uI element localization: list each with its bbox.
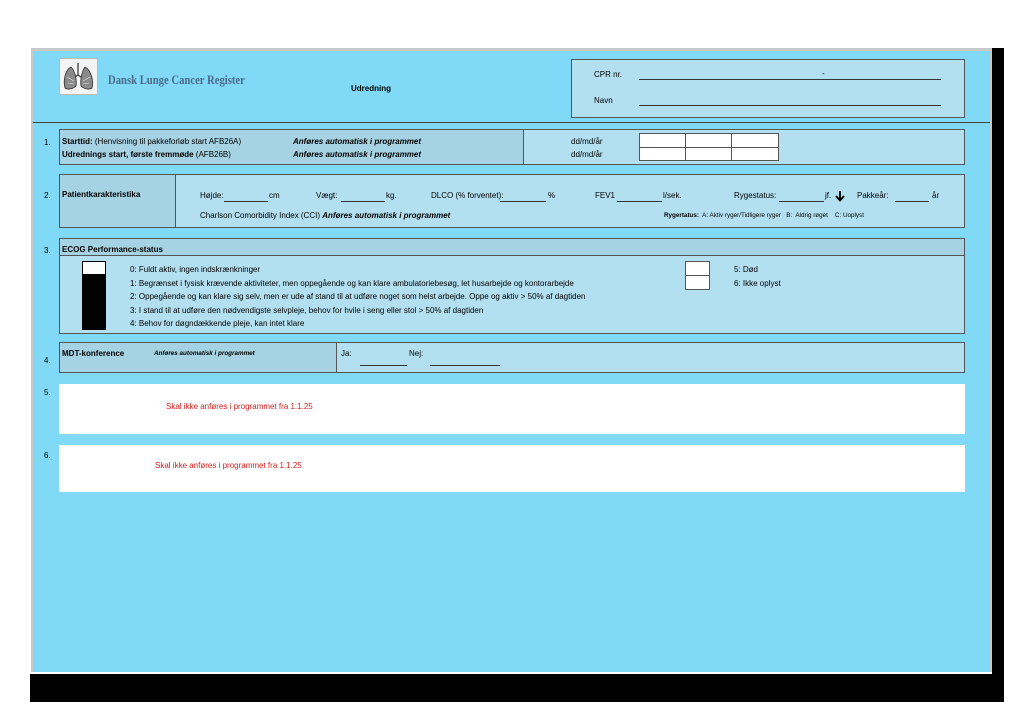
arrow-down-icon [835,189,845,207]
mdt-nej-label: Nej: [409,349,424,358]
navn-field[interactable] [639,105,941,106]
section3-title-bar [59,238,965,256]
starttid-auto-note: Anføres automatisk i programmet [293,137,422,146]
fev1-field[interactable] [617,201,662,202]
date1-year-cell[interactable] [731,133,779,148]
mdt-auto-note: Anføres automatisk i programmet [154,350,255,357]
ecog-level-0: 0: Fuldt aktiv, ingen indskrænkninger [130,265,261,274]
ecog-extra-5: 5: Død [734,265,759,274]
date1-month-cell[interactable] [685,133,732,148]
header-rule [33,122,990,123]
form-title: Udredning [351,84,391,93]
date1-format: dd/md/år [571,137,603,146]
section2-label-panel [59,174,176,228]
lungs-logo-icon [59,58,98,95]
ecog-level-empty [83,262,105,275]
dlco-label: DLCO (% forventet): [431,191,504,200]
section2-number: 2. [44,191,51,200]
cpr-label: CPR nr. [594,70,623,79]
hojde-field[interactable] [224,201,268,202]
section4-number: 4. [44,356,51,365]
section3-number: 3. [44,246,51,255]
ecog-level-2: 2: Oppegående og kan klare sig selv, men er ude af stand til at udføre noget som helst arbejde. Oppe og aktiv > 50% af dagtiden [130,292,586,301]
cm-unit: cm [269,191,280,200]
pct-unit: % [548,191,556,200]
vaegt-field[interactable] [341,201,385,202]
cpr-field[interactable] [639,79,941,80]
pakkeaar-label: Pakkeår: [857,191,889,200]
mdt-ja-field[interactable] [360,365,407,366]
patient-id-box [571,59,965,118]
cci-label: Charlson Comorbidity Index (CCI) Anføres automatisk i programmet [200,211,451,220]
page-shadow-bottom [30,674,1004,702]
patientkarakteristika-title: Patientkarakteristika [62,190,141,199]
hojde-label: Højde: [200,191,224,200]
kg-unit: kg. [386,191,397,200]
rygestatus-field[interactable] [779,201,824,202]
rygestatus-label: Rygestatus: [734,191,777,200]
cpr-dash: - [822,69,825,78]
udrednings-start-label: Udrednings start, første fremmøde (AFB26B) [62,150,231,159]
rygertatus-legend: Rygertatus: A: Aktiv ryger/Tidligere ryger B: Aldrig røget C: Uoplyst [664,212,864,219]
date2-day-cell[interactable] [639,147,686,161]
date1-day-cell[interactable] [639,133,686,148]
mdt-title: MDT-konference [62,349,125,358]
date2-month-cell[interactable] [685,147,732,161]
ecog-level-4: 4: Behov for døgndækkende pleje, kan intet klare [130,319,305,328]
section6-number: 6. [44,451,51,460]
starttid-label: Starttid: (Henvisning til pakkeforløb start AFB26A) [62,137,242,146]
jf-label: jf. [825,191,832,200]
ecog-extra-6: 6: Ikke oplyst [734,279,781,288]
mdt-ja-label: Ja: [341,349,352,358]
pakkeaar-field[interactable] [895,201,929,202]
mdt-nej-field[interactable] [430,365,500,366]
aar-unit: år [932,191,940,200]
ecog-ikke-oplyst-box[interactable] [685,275,710,290]
lsek-unit: l/sek. [663,191,682,200]
date2-year-cell[interactable] [731,147,779,161]
section1-number: 1. [44,138,51,147]
vaegt-label: Vægt: [316,191,338,200]
date-grid [639,133,779,161]
ecog-level-3: 3: I stand til at udføre den nødvendigste selvpleje, behov for hvile i seng eller stol > 50% af dagtiden [130,306,484,315]
udred-auto-note: Anføres automatisk i programmet [293,150,422,159]
navn-label: Navn [594,96,613,105]
section5-note: Skal ikke anføres i programmet fra 1.1.25 [166,402,313,411]
section6-note: Skal ikke anføres i programmet fra 1.1.25 [155,461,302,470]
register-name: Dansk Lunge Cancer Register [108,72,245,87]
ecog-title: ECOG Performance-status [62,245,163,254]
date2-format: dd/md/år [571,150,603,159]
page-shadow-right [992,48,1004,702]
ecog-level-1: 1: Begrænset i fysisk krævende aktiviteter, men oppegående og kan klare ambulatoriebesøg, let husarbejde og kontorarbejde [130,279,574,288]
fev1-label: FEV1 [595,191,616,200]
dlco-field[interactable] [500,201,546,202]
section5-number: 5. [44,388,51,397]
ecog-dod-box[interactable] [685,261,710,276]
ecog-level-bar [82,261,106,330]
